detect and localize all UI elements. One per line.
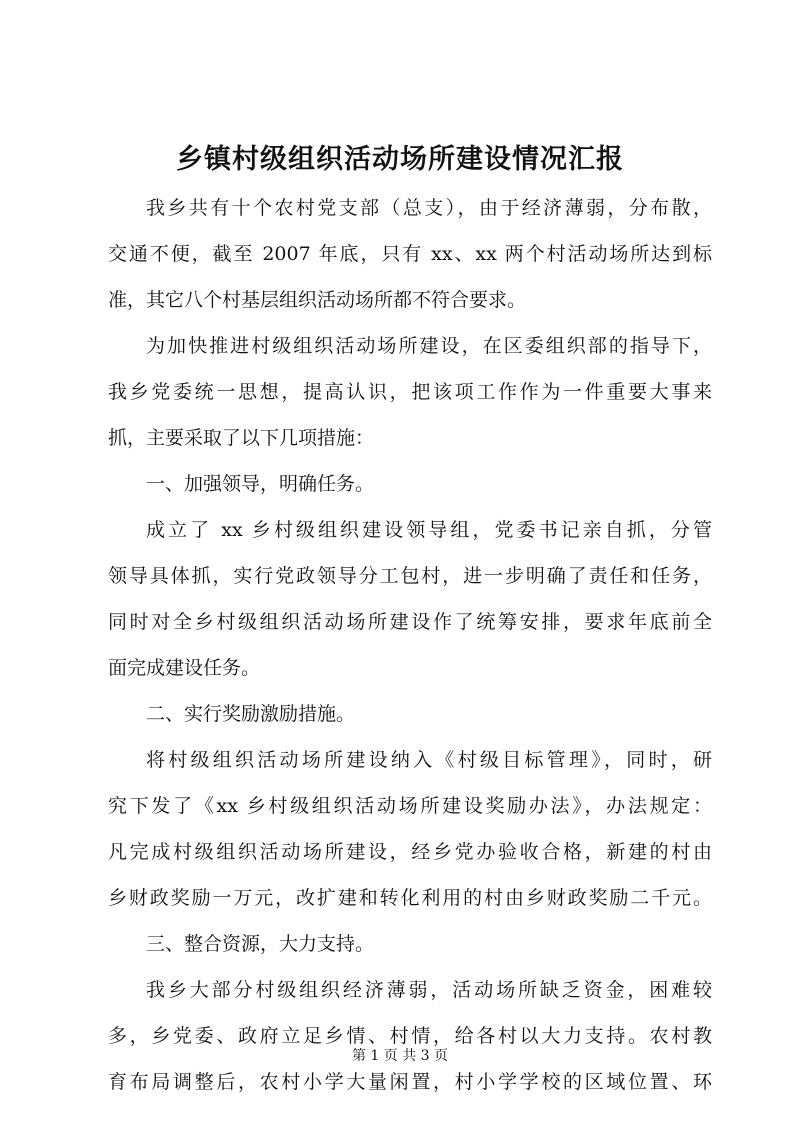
- paragraph-line: 多，乡党委、政府立足乡情、村情，给各村以大力支持。农村教: [108, 1025, 712, 1047]
- paragraph-line: 究下发了《xx 乡村级组织活动场所建设奖励办法》，办法规定：: [108, 795, 712, 817]
- paragraph-line: 成立了 xx 乡村级组织建设领导组，党委书记亲自抓，分管: [146, 519, 712, 541]
- paragraph-line: 交通不便，截至 2007 年底，只有 xx、xx 两个村活动场所达到标: [108, 243, 712, 265]
- paragraph-3: [108, 507, 712, 691]
- paragraph-line: 乡财政奖励一万元，改扩建和转化利用的村由乡财政奖励二千元。: [108, 887, 712, 909]
- paragraph-line: 将村级组织活动场所建设纳入《村级目标管理》，同时，研: [146, 749, 712, 771]
- paragraph-line: 育布局调整后，农村小学大量闲置，村小学学校的区域位置、环: [108, 1071, 712, 1093]
- paragraph-4: [108, 737, 712, 921]
- paragraph-2: [108, 323, 712, 461]
- paragraph-line: 抓，主要采取了以下几项措施：: [108, 427, 375, 449]
- section-heading-text: 二、实行奖励激励措施。: [146, 703, 356, 725]
- section-heading-text: 一、加强领导，明确任务。: [146, 473, 375, 495]
- section-heading-3: [108, 921, 712, 967]
- paragraph-5: [108, 967, 712, 1105]
- paragraph-line: 我乡大部分村级组织经济薄弱，活动场所缺乏资金，困难较: [146, 979, 712, 1001]
- document-title: 乡镇村级组织活动场所建设情况汇报: [176, 144, 624, 175]
- paragraph-line: 准，其它八个村基层组织活动场所都不符合要求。: [108, 289, 527, 311]
- section-heading-text: 三、整合资源，大力支持。: [146, 933, 375, 955]
- paragraph-line: 为加快推进村级组织活动场所建设，在区委组织部的指导下，: [146, 335, 712, 357]
- paragraph-line: 领导具体抓，实行党政领导分工包村，进一步明确了责任和任务，: [108, 565, 712, 587]
- paragraph-line: 我乡党委统一思想，提高认识，把该项工作作为一件重要大事来: [108, 381, 712, 403]
- page-footer: 第 1 页 共 3 页: [351, 1048, 449, 1064]
- section-heading-2: [108, 691, 712, 737]
- paragraph-line: 我乡共有十个农村党支部（总支），由于经济薄弱，分布散，: [146, 197, 712, 219]
- paragraph-1: [108, 185, 712, 323]
- paragraph-line: 同时对全乡村级组织活动场所建设作了统筹安排，要求年底前全: [108, 611, 712, 633]
- document-body: [108, 185, 712, 1105]
- section-heading-1: [108, 461, 712, 507]
- paragraph-line: 凡完成村级组织活动场所建设，经乡党办验收合格，新建的村由: [108, 841, 712, 863]
- paragraph-line: 面完成建设任务。: [108, 657, 261, 679]
